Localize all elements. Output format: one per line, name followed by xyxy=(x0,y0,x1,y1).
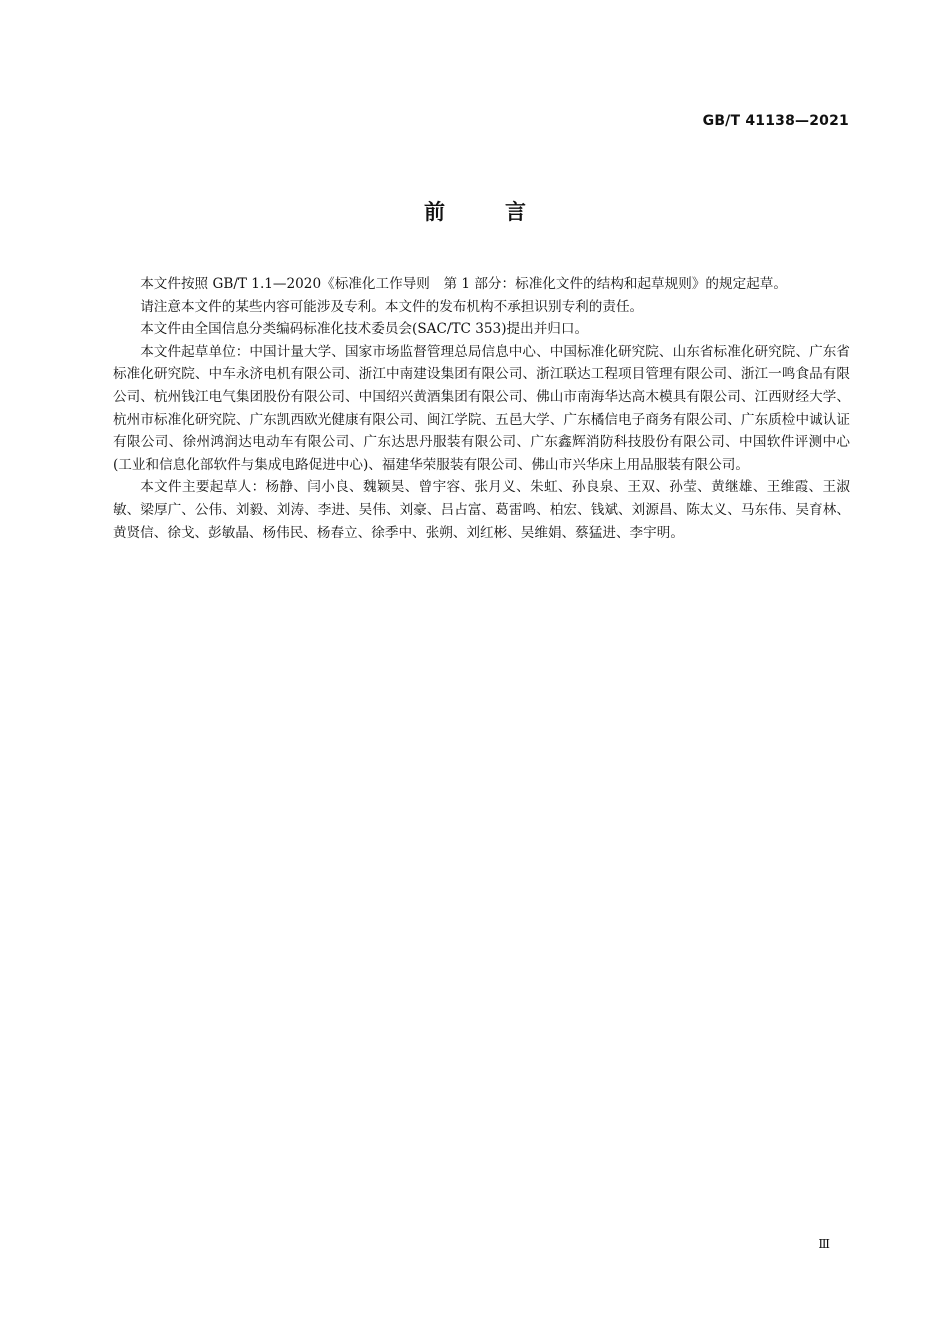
document-code: GB/T 41138—2021 xyxy=(702,113,849,129)
paragraph-patent-notice: 请注意本文件的某些内容可能涉及专利。本文件的发布机构不承担识别专利的责任。 xyxy=(140,298,644,315)
paragraph-drafting-units: 本文件起草单位：中国计量大学、国家市场监督管理总局信息中心、中国标准化研究院、山东省标准化研究院、广东省标准化研究院、中车永济电机有限公司、浙江中南建设集团有限公司、浙江联达工程项目管理有限公司、浙江一鸣食品有限公司、杭州钱江电气集团股份有限公司、中国绍兴黄酒集团有限公司、佛山市南海华达高木模具有限公司、江西财经大学、杭州市标准化研究院、广东凯西欧光健康有限公司、闽江学院、五邑大学、广东橘信电子商务有限公司、广东质检中诚认证有限公司、徐州鸿润达电动车有限公司、广东达思丹服装有限公司、广东鑫辉消防科技股份有限公司、中国软件评测中心(工业和信息化部软件与集成电路促进中心)、福建华荣服装有限公司、佛山市兴华床上用品服装有限公司。 xyxy=(113,343,850,473)
foreword-body xyxy=(113,273,850,544)
paragraph-drafters: 本文件主要起草人：杨静、闫小良、魏颖昊、曾宇容、张月义、朱虹、孙良泉、王双、孙莹、黄继雄、王维霞、王淑敏、梁厚广、公伟、刘毅、刘涛、李进、吴伟、刘豪、吕占富、葛雷鸣、柏宏、钱斌、刘源昌、陈太义、马东伟、吴育林、黄贤信、徐戈、彭敏晶、杨伟民、杨春立、徐季中、张朔、刘红彬、吴维娟、蔡猛进、李宇明。 xyxy=(113,479,850,541)
page-number: Ⅲ xyxy=(818,1237,830,1251)
paragraph-proposer: 本文件由全国信息分类编码标准化技术委员会(SAC/TC 353)提出并归口。 xyxy=(140,321,589,338)
paragraph-drafting-rules: 本文件按照 GB/T 1.1—2020《标准化工作导则 第 1 部分：标准化文件的结构和起草规则》的规定起草。 xyxy=(140,276,787,292)
section-title-foreword: 前言 xyxy=(424,200,586,224)
